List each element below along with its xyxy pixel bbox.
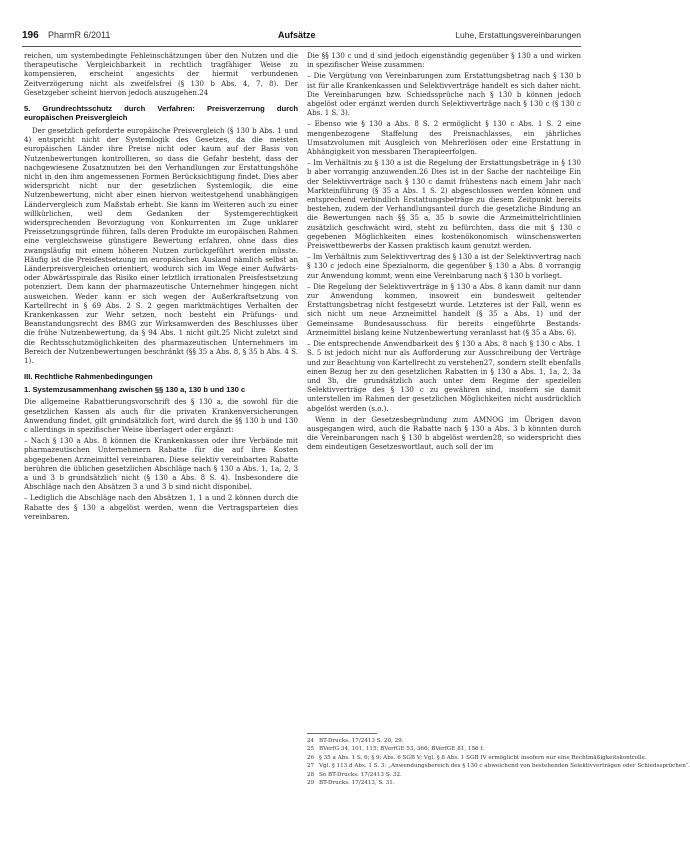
header-rule — [22, 46, 581, 47]
footnote-number: 24 — [307, 738, 315, 744]
footnote-number: 29 — [307, 780, 315, 787]
right-column — [307, 51, 581, 454]
subsection-heading: 1. Systemzusammenhang zwischen §§ 130 a, 130 b und 130 c — [24, 385, 246, 395]
list-item: – Im Verhältnis zum Selektivvertrag des § 130 a ist der Selektivvertrag nach § 130 c jedoch eine Spezialnorm, die gegenüber § 130 a Abs. 8 vorrangig zur Anwendung kommt, wenn eine Vereinbarung nach § 130 b vorliegt. — [307, 252, 581, 280]
article-title: Luhe, Erstattungsvereinbarungen — [455, 30, 581, 40]
footnotes — [307, 737, 690, 787]
footnote-number: 27 — [307, 763, 315, 770]
section-heading: 5. Grundrechtsschutz durch Verfahren: Preisverzerrung durch europäischen Preisvergleich — [24, 104, 298, 123]
paragraph: reichen, um systembedingte Fehleinschätzungen über den Nutzen und die therapeutische Vergleichbarkeit in rechtlich tragfähiger Weise zu kompensieren, erscheint angesichts der hiermit verbundenen Zeitverzögerung nicht als zweifelsfrei (§ 130 b Abs. 4, 7, 8). Der Gesetzgeber scheint hiervon jedoch auszugehen.24 — [24, 51, 298, 97]
journal-name: PharmR 6/2011 — [48, 30, 111, 40]
footnote — [307, 771, 581, 779]
section-title: Aufsätze — [278, 30, 316, 40]
paragraph: Der gesetzlich geforderte europäische Preisvergleich (§ 130 b Abs. 1 und 4) entspricht nicht der Systemlogik des Gesetzes, da die meisten europäischen Länder ihre Preise nicht oder kaum auf der Basis von Nutzenbewertungen kontrollieren, so dass die Gefahr besteht, dass der nachgewiesene Zusatznutzen bei den Verhandlungen zur Erstattungshöhe nicht in den ihm angemessenen Formen Berücksichtigung findet. Dies aber widerspricht nicht nur der gesetzlichen Systemlogik, die eine Nutzenbewertung, nicht aber einen hiervon weitestgehend unabhängigen Ländervergleich zum Maßstab erhebt. Sie kann im Weiteren auch zu einer willkürlichen, weil dem Gedanken der Systemgerechtigkeit widersprechenden Bevorzugung von Konkurrenten im Zuge unklarer Preissetzungsgründe führen, falls deren Produkte im europäischen Rahmen eine vergleichsweise günstigere Bewertung erfahren, ohne dass dies zwangsläufig mit einem höheren Nutzen zurückgeführt werden müsste. Häufig ist die Preisfestsetzung im europäischen Ausland nämlich selbst an Länderpreisvergleichen orientiert, wodurch sich im Wege einer Aufwärts- oder Abwärtsspirale das Risiko einer letztlich irrationalen Preisfestsetzung potenziert. Dem kann der pharmazeutische Unternehmer hingegen nicht ausweichen. Weder kann er sich wegen der Außerkraftsetzung von Kartellrecht in § 69 Abs. 2 S. 2 gegen marktmächtiges Verhalten der Krankenkassen zur Wehr setzen, noch besteht ein Prüfungs- und Beanstandungsrecht des BMG zur Wirksamwerden des Beschlusses über die frühe Nutzenbewertung, da § 94 Abs. 1 nicht gilt.25 Nicht zuletzt sind die Rechtsschutzmöglichkeiten des pharmazeutischen Unternehmers im Bereich der Nutzenbewertungen beschränkt (§§ 35 a Abs. 8, § 35 b Abs. 4 S. 1). — [24, 126, 298, 366]
paragraph: Wenn in der Gesetzesbegründung zum AMNOG im Übrigen davon ausgegangen wird, auch die Rabatte nach § 130 a Abs. 3 b könnten durch die Vereinbarungen nach § 130 b abgelöst werden28, so widerspricht dies dem eindeutigen Gesetzeswortlaut, auch soll der im — [307, 414, 581, 452]
footnote-text: BT-Drucks. 17/2413, S. 31. — [319, 780, 395, 787]
footnote-text: Vgl. § 113 d Abs. 1 S. 3: „Anwendungsbereich des § 130 c abweichend von bestehenden Selektivverträgen oder Schiedssprüchen“. — [319, 763, 690, 770]
list-item: – Die Vergütung von Vereinbarungen zum Erstattungsbetrag nach § 130 b ist für alle Krankenkassen und Selektivverträge handelt es sich daher nicht. Die Vereinbarungen bzw. Schiedssprüche nach § 130 b können jedoch abgelöst oder ergänzt werden durch Selektivverträge nach § 130 c (§ 130 c Abs. 1 S. 3). — [307, 71, 581, 118]
footnote — [307, 779, 581, 787]
section-heading: III. Rechtliche Rahmenbedingungen — [24, 372, 153, 382]
footnote-text: So BT-Drucks. 17/2413 S. 32. — [319, 771, 402, 778]
paragraph: Die §§ 130 c und d sind jedoch eigenständig gegenüber § 130 a und wirken in spezifischer Weise zusammen: — [307, 51, 581, 70]
footnote — [307, 745, 581, 753]
list-item: – Ebenso wie § 130 a Abs. 8 S. 2 ermöglicht § 130 c Abs. 1 S. 2 eine mengenbezogene Staffelung des Preisnachlasses, ein jährliches Umsatzvolumen mit Ausgleich von Mehrerlösen oder eine Erstattung in Abhängigkeit von messbaren Therapieerfolgen. — [307, 119, 581, 157]
footnote-text: § 35 a Abs. 1 S. 6; § 9; Abs. 6 SGB V; Vgl. § 8 Abs. 1 SGB IV ermöglicht insofern nur eine Rechtmäßigkeitskontrolle. — [319, 754, 647, 761]
footnote — [307, 754, 647, 762]
footnote-number: 26 — [307, 754, 315, 761]
list-item: – Im Verhältnis zu § 130 a ist die Regelung der Erstattungsbeträge in § 130 b aber vorrangig anzuwenden.26 Dies ist in der Sache der nachteilige Ein der Selektivverträge nach § 130 c damit frühestens nach einem Jahr nach Markteinführung (§ 35 a Abs. 1 S. 2) abgeschlossen werden können und entsprechend verbindlich Erstattungsbeträge zu diesem Zeitpunkt bereits bestehen, zudem der Verhandlungsanteil durch die gesetzliche Bindung an die Bewertungen nach §§ 35 a, 35 b sowie die Arzneimittelrichtlinien zusätzlich geschwächt wird, steht zu befürchten, dass die mit § 130 c gegebenen Möglichkeiten eines kostenökonomisch wünschenswerten Preiswettbewerbs der Kassen praktisch kaum genutzt werden. — [307, 158, 581, 251]
list-item: – Die entsprechende Anwendbarkeit des § 130 a Abs. 8 nach § 130 c Abs. 1 S. 5 ist jedoch nicht nur als Aufforderung zur Ausschreibung der Verträge und zur Beachtung von Kartellrecht zu verstehen27, sondern stellt ebenfalls einen Bezug her zu den gesetzlichen Rabatten in § 130 a Abs. 1, 1a, 2, 3a und 3b, die grundsätzlich auch unter dem Regime der speziellen Selektivverträge des § 130 c zu gewähren sind, insofern sie damit unterstellen im Rahmen der gesetzlichen Möglichkeiten nicht ausdrücklich abgelöst werden (s.o.). — [307, 339, 581, 413]
footnote — [307, 737, 581, 745]
footnote-rule — [307, 733, 377, 734]
footnote-text: BT-Drucks. 17/2413 S. 20, 29. — [319, 738, 404, 744]
footnote-number: 25 — [307, 746, 315, 753]
footnote-number: 28 — [307, 771, 315, 778]
page-number: 196 — [22, 30, 39, 41]
list-item: – Nach § 130 a Abs. 8 können die Krankenkassen oder ihre Verbände mit pharmazeutischen Unternehmern Rabatte für die auf ihre Kosten abgegebenen Arzneimittel vereinbaren. Diese selektiv vereinbarten Rabatte berühren die üblichen gesetzlichen Abschläge nach § 130 a Abs. 1, 1a, 2, 3 a und 3 b grundsätzlich nicht (§ 130 a Abs. 8 S. 4). Insbesondere die Abschläge nach den Absätzen 3 a und 3 b sind nicht disponibel. — [24, 436, 298, 492]
list-item: – Lediglich die Abschläge nach den Absätzen 1, 1 a und 2 können durch die Rabatte des § 130 a abgelöst werden, wenn die Vertragsparteien dies vereinbaren. — [24, 493, 298, 521]
left-column — [24, 51, 298, 523]
list-item: – Die Regelung der Selektivverträge in § 130 a Abs. 8 kann damit nur dann zur Anwendung kommen, insoweit ein bundesweit geltender Erstattungsbetrag nicht festgesetzt wurde. Letzteres ist der Fall, wenn es sich nicht um neue Arzneimittel handelt (§ 35 a Abs. 1) und der Gemeinsame Bundesausschuss für bereits eingeführte Bestands-Arzneimittel bislang keine Nutzenbewertung veranlasst hat (§ 35 a Abs. 6). — [307, 281, 581, 337]
paragraph: Die allgemeine Rabattierungsvorschrift des § 130 a, die sowohl für die gesetzlichen Kassen als auch für die privaten Krankenversicherungen Anwendung findet, gilt grundsätzlich fort, wird durch die §§ 130 b und 130 c allerdings in spezifischer Weise überlagert oder ergänzt: — [24, 397, 298, 434]
page-header — [22, 30, 581, 46]
footnote — [307, 762, 690, 770]
footnote-text: BVerfG 34, 101, 115; BVerfGE 53, 366; BVerfGE 81, 156 f. — [319, 746, 485, 753]
